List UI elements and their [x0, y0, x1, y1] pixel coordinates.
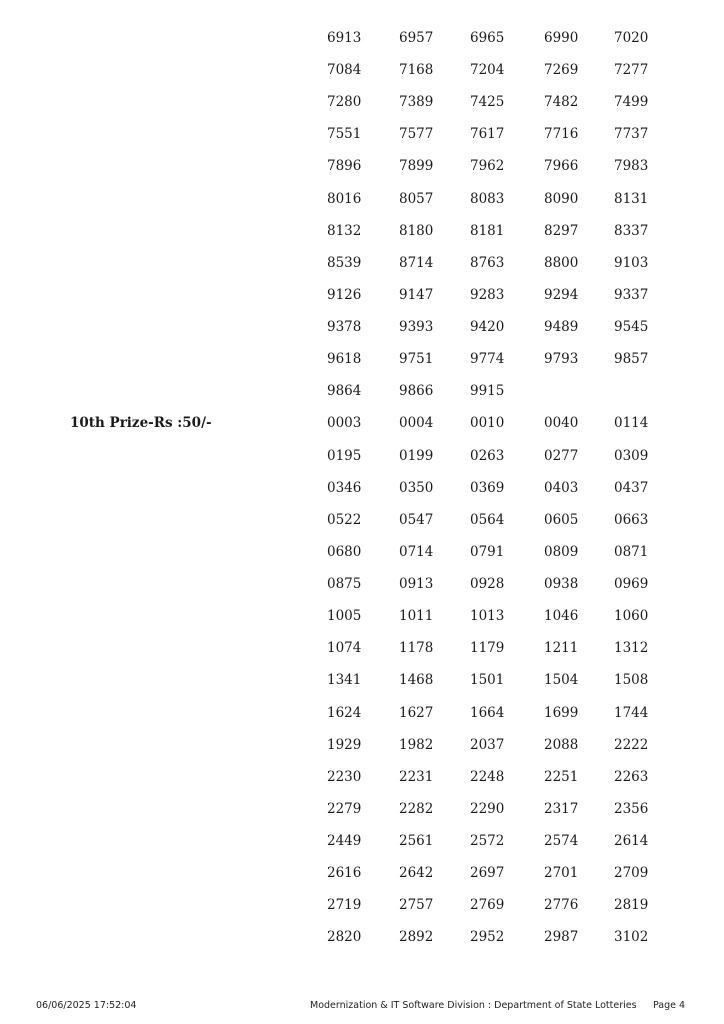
ticket-number: 0369	[470, 479, 505, 496]
page-footer	[0, 1000, 724, 1016]
ticket-number: 8714	[399, 254, 434, 271]
ticket-number: 0605	[544, 511, 579, 528]
ticket-number: 2574	[544, 833, 579, 849]
result-row	[0, 61, 724, 93]
result-row	[0, 382, 724, 414]
ticket-number: 9393	[399, 319, 434, 336]
result-row	[0, 607, 724, 639]
ticket-number: 0346	[327, 479, 362, 496]
ticket-number: 9915	[470, 383, 505, 400]
footer-division: Modernization & IT Software Division : Department of State Lotteries	[310, 1000, 637, 1011]
result-row	[0, 864, 724, 896]
ticket-number: 1178	[399, 640, 434, 657]
result-row	[0, 896, 724, 928]
ticket-number: 6957	[399, 30, 434, 46]
ticket-number: 0809	[544, 543, 579, 560]
ticket-number: 1929	[327, 736, 362, 753]
ticket-number: 0547	[399, 511, 434, 528]
result-row	[0, 350, 724, 382]
ticket-number: 2230	[327, 768, 362, 785]
ticket-number: 2279	[327, 800, 362, 817]
ticket-number: 7499	[614, 94, 649, 111]
ticket-number: 2719	[327, 897, 362, 914]
ticket-number: 1624	[327, 704, 362, 721]
ticket-number: 2642	[399, 865, 434, 882]
ticket-number: 7716	[544, 126, 579, 143]
ticket-number: 9857	[614, 351, 649, 368]
ticket-number: 2987	[544, 929, 579, 946]
ticket-number: 2697	[470, 865, 505, 882]
ticket-number: 7966	[544, 158, 579, 175]
ticket-number: 2769	[470, 897, 505, 914]
ticket-number: 0004	[399, 415, 434, 432]
ticket-number: 0277	[544, 447, 579, 464]
result-row	[0, 157, 724, 189]
ticket-number: 2819	[614, 897, 649, 914]
ticket-number: 2290	[470, 800, 505, 817]
ticket-number: 8180	[399, 222, 434, 239]
ticket-number: 1501	[470, 672, 505, 689]
ticket-number: 1211	[544, 640, 579, 657]
ticket-number: 0969	[614, 576, 649, 593]
result-row	[0, 543, 724, 575]
ticket-number: 1179	[470, 640, 505, 657]
ticket-number: 0040	[544, 415, 579, 432]
ticket-number: 0875	[327, 576, 362, 593]
ticket-number: 7204	[470, 62, 505, 79]
ticket-number: 1699	[544, 704, 579, 721]
ticket-number: 8090	[544, 190, 579, 207]
ticket-number: 0350	[399, 479, 434, 496]
ticket-number: 7899	[399, 158, 434, 175]
ticket-number: 2709	[614, 865, 649, 882]
ticket-number: 0913	[399, 576, 434, 593]
ticket-number: 0309	[614, 447, 649, 464]
ticket-number: 0010	[470, 415, 505, 432]
ticket-number: 0680	[327, 543, 362, 560]
result-row	[0, 286, 724, 318]
prize-heading: 10th Prize-Rs :50/-	[70, 415, 212, 432]
ticket-number: 9545	[614, 319, 649, 336]
ticket-number: 9283	[470, 286, 505, 303]
ticket-number: 1744	[614, 704, 649, 721]
ticket-number: 9774	[470, 351, 505, 368]
result-row	[0, 414, 724, 446]
ticket-number: 0714	[399, 543, 434, 560]
ticket-number: 2282	[399, 800, 434, 817]
ticket-number: 2757	[399, 897, 434, 914]
ticket-number: 1504	[544, 672, 579, 689]
ticket-number: 1074	[327, 640, 362, 657]
ticket-number: 8800	[544, 254, 579, 271]
ticket-number: 7737	[614, 126, 649, 143]
ticket-number: 7577	[399, 126, 434, 143]
ticket-number: 0437	[614, 479, 649, 496]
ticket-number: 8057	[399, 190, 434, 207]
ticket-number: 8083	[470, 190, 505, 207]
ticket-number: 1046	[544, 608, 579, 625]
ticket-number: 7269	[544, 62, 579, 79]
result-row	[0, 768, 724, 800]
ticket-number: 2614	[614, 833, 649, 849]
result-row	[0, 190, 724, 222]
ticket-number: 9378	[327, 319, 362, 336]
ticket-number: 8131	[614, 190, 649, 207]
ticket-number: 8181	[470, 222, 505, 239]
ticket-number: 8337	[614, 222, 649, 239]
footer-page-number: Page 4	[653, 1000, 686, 1011]
ticket-number: 2251	[544, 768, 579, 785]
ticket-number: 9751	[399, 351, 434, 368]
ticket-number: 0663	[614, 511, 649, 528]
ticket-number: 8016	[327, 190, 362, 207]
ticket-number: 7482	[544, 94, 579, 111]
ticket-number: 8297	[544, 222, 579, 239]
result-row	[0, 639, 724, 671]
ticket-number: 2820	[327, 929, 362, 946]
result-row	[0, 222, 724, 254]
ticket-number: 0928	[470, 576, 505, 593]
ticket-number: 7168	[399, 62, 434, 79]
ticket-number: 1060	[614, 608, 649, 625]
ticket-number: 7020	[614, 30, 649, 46]
ticket-number: 0403	[544, 479, 579, 496]
ticket-number: 8763	[470, 254, 505, 271]
ticket-number: 9420	[470, 319, 505, 336]
result-row	[0, 318, 724, 350]
ticket-number: 2776	[544, 897, 579, 914]
ticket-number: 2248	[470, 768, 505, 785]
ticket-number: 9864	[327, 383, 362, 400]
result-row	[0, 832, 724, 864]
ticket-number: 9618	[327, 351, 362, 368]
ticket-number: 7617	[470, 126, 505, 143]
ticket-number: 7389	[399, 94, 434, 111]
ticket-number: 9294	[544, 286, 579, 303]
ticket-number: 2701	[544, 865, 579, 882]
ticket-number: 2952	[470, 929, 505, 946]
result-row	[0, 479, 724, 511]
ticket-number: 6990	[544, 30, 579, 46]
ticket-number: 7425	[470, 94, 505, 111]
result-row	[0, 125, 724, 157]
ticket-number: 8539	[327, 254, 362, 271]
result-row	[0, 800, 724, 832]
ticket-number: 7896	[327, 158, 362, 175]
ticket-number: 0114	[614, 415, 649, 432]
ticket-number: 2572	[470, 833, 505, 849]
ticket-number: 9866	[399, 383, 434, 400]
footer-timestamp: 06/06/2025 17:52:04	[36, 1000, 137, 1011]
ticket-number: 7084	[327, 62, 362, 79]
ticket-number: 2892	[399, 929, 434, 946]
ticket-number: 9337	[614, 286, 649, 303]
ticket-number: 9103	[614, 254, 649, 271]
ticket-number: 1341	[327, 672, 362, 689]
ticket-number: 1627	[399, 704, 434, 721]
result-row	[0, 671, 724, 703]
result-row	[0, 511, 724, 543]
ticket-number: 7277	[614, 62, 649, 79]
result-row	[0, 447, 724, 479]
result-row	[0, 29, 724, 61]
ticket-number: 2317	[544, 800, 579, 817]
ticket-number: 1664	[470, 704, 505, 721]
ticket-number: 8132	[327, 222, 362, 239]
result-row	[0, 575, 724, 607]
ticket-number: 2356	[614, 800, 649, 817]
ticket-number: 7280	[327, 94, 362, 111]
ticket-number: 0195	[327, 447, 362, 464]
ticket-number: 7551	[327, 126, 362, 143]
ticket-number: 1013	[470, 608, 505, 625]
result-row	[0, 93, 724, 125]
ticket-number: 9147	[399, 286, 434, 303]
ticket-number: 2231	[399, 768, 434, 785]
ticket-number: 9793	[544, 351, 579, 368]
ticket-number: 1005	[327, 608, 362, 625]
ticket-number: 0871	[614, 543, 649, 560]
ticket-number: 7962	[470, 158, 505, 175]
result-row	[0, 736, 724, 768]
ticket-number: 2222	[614, 736, 649, 753]
ticket-number: 3102	[614, 929, 649, 946]
ticket-number: 1011	[399, 608, 434, 625]
ticket-number: 0791	[470, 543, 505, 560]
ticket-number: 0199	[399, 447, 434, 464]
ticket-number: 6913	[327, 30, 362, 46]
result-row	[0, 704, 724, 736]
ticket-number: 0003	[327, 415, 362, 432]
ticket-number: 9126	[327, 286, 362, 303]
ticket-number: 2037	[470, 736, 505, 753]
ticket-number: 2561	[399, 833, 434, 849]
ticket-number: 2088	[544, 736, 579, 753]
result-row	[0, 928, 724, 960]
ticket-number: 2263	[614, 768, 649, 785]
ticket-number: 0938	[544, 576, 579, 593]
result-row	[0, 254, 724, 286]
ticket-number: 6965	[470, 30, 505, 46]
ticket-number: 2616	[327, 865, 362, 882]
ticket-number: 0564	[470, 511, 505, 528]
ticket-number: 1468	[399, 672, 434, 689]
ticket-number: 2449	[327, 833, 362, 849]
ticket-number: 7983	[614, 158, 649, 175]
ticket-number: 1312	[614, 640, 649, 657]
ticket-number: 0522	[327, 511, 362, 528]
ticket-number: 1982	[399, 736, 434, 753]
ticket-number: 9489	[544, 319, 579, 336]
ticket-number: 0263	[470, 447, 505, 464]
ticket-number: 1508	[614, 672, 649, 689]
